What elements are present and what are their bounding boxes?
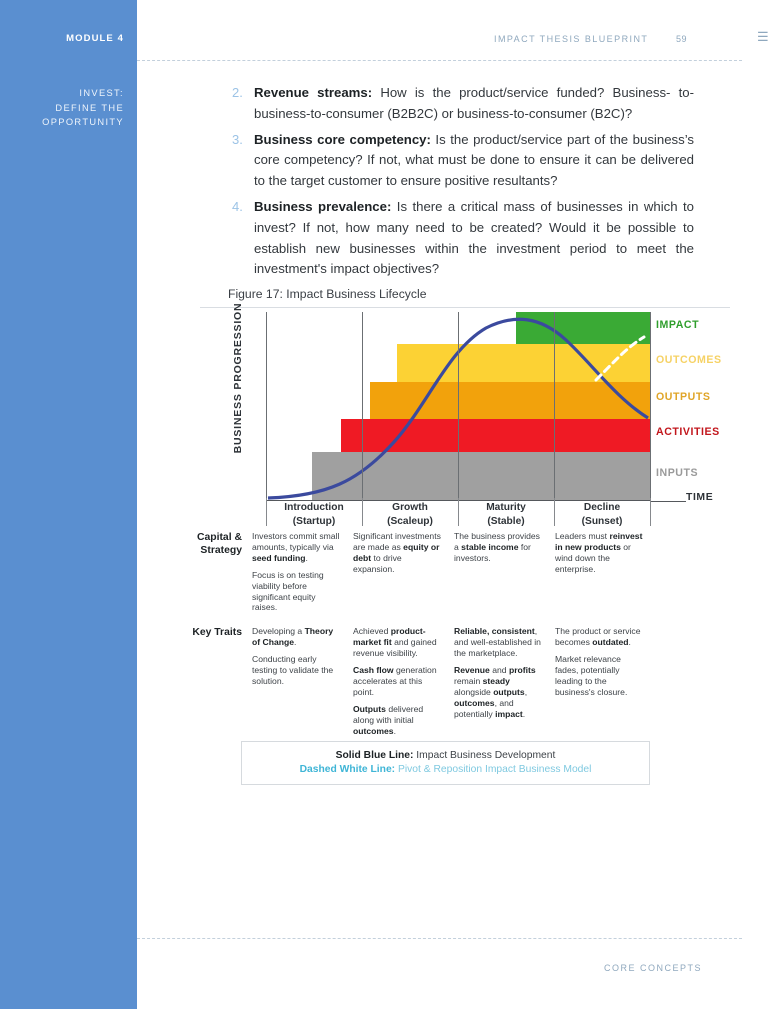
- table-cell-paragraph: [555, 654, 645, 698]
- legend-dashed-key: Dashed White Line:: [299, 763, 396, 775]
- plain-text: .: [522, 708, 526, 719]
- table-cell-paragraph: [252, 570, 342, 614]
- plain-text: generation accelerates at this point.: [353, 665, 437, 697]
- phase-label: [458, 501, 554, 528]
- table-cell: [454, 531, 555, 613]
- list-item: [232, 83, 694, 125]
- table-row: [178, 626, 658, 736]
- plain-text: The business provides a: [454, 531, 540, 552]
- phase-divider-line: [362, 312, 363, 501]
- legend-line-solid: [248, 749, 643, 763]
- list-item-text: Is there a critical mass of businesses in which to invest? If not, how many need to be created? Would it be possible to establish new businesses within the investment period to meet the investment's impact objectives?: [254, 198, 694, 277]
- list-item-number: 4.: [232, 198, 243, 214]
- table-cell-paragraph: [454, 531, 544, 564]
- left-sidebar: [0, 0, 137, 1009]
- phase-labels: [266, 501, 650, 528]
- list-item-lead: Business core competency:: [254, 131, 431, 147]
- list-item-lead: Revenue streams:: [254, 85, 373, 100]
- plain-text: .: [393, 725, 396, 736]
- section-label: [6, 86, 124, 130]
- table-row-label: Capital & Strategy: [196, 532, 242, 556]
- legend-solid-value: Impact Business Development: [413, 750, 556, 761]
- list-item-lead: Business prevalence:: [254, 198, 392, 214]
- emphasis-text: Outputs: [353, 703, 386, 714]
- emphasis-text: outputs: [493, 686, 525, 697]
- emphasis-text: outcomes: [353, 725, 394, 736]
- time-axis-rule: [650, 501, 686, 502]
- table-cell-paragraph: [555, 626, 645, 648]
- plain-text: remain: [454, 675, 483, 686]
- section-label-line-3: OPPORTUNITY: [42, 117, 124, 127]
- phase-label: [362, 501, 458, 528]
- list-item: [232, 130, 694, 192]
- table-cell: [252, 531, 353, 613]
- plain-text: Focus is on testing viability before significant equity raises.: [252, 569, 324, 613]
- phase-tick: [650, 498, 651, 526]
- table-cell-paragraph: [555, 531, 645, 575]
- list-item-text: Is the product/service part of the business’s core competency? If not, what must be done to ensure it can be delivered to the target customer to ensure positive resultants?: [254, 131, 695, 189]
- legend-solid-key: Solid Blue Line:: [335, 750, 414, 761]
- table-cell-paragraph: [454, 665, 544, 720]
- table-cell-paragraph: [252, 531, 342, 564]
- phase-divider-line: [650, 312, 651, 501]
- table-cell: [353, 626, 454, 736]
- chart-band-label-inputs: INPUTS: [656, 467, 699, 480]
- phase-label: [266, 501, 362, 528]
- plain-text: and gained revenue visibility.: [353, 637, 437, 659]
- list-item-text: How is the product/service funded? Business- to-business-to-consumer (B2B2C) or business-to-consumer (B2C)?: [254, 85, 694, 121]
- phase-divider-line: [554, 312, 555, 501]
- plain-text: Investors commit small amounts, typically via: [252, 531, 340, 552]
- list-item-number: 2.: [232, 85, 243, 100]
- x-axis-label: TIME: [686, 492, 714, 503]
- y-axis-label: BUSINESS PROGRESSION: [232, 302, 244, 454]
- plain-text: Significant investments are made as: [353, 531, 441, 552]
- emphasis-text: Cash flow: [353, 665, 394, 676]
- plain-text: or wind down the enterprise.: [555, 541, 631, 574]
- emphasis-text: steady: [482, 675, 510, 686]
- emphasis-text: equity or debt: [353, 541, 440, 563]
- plain-text: , and well-established in the marketplace.: [454, 626, 541, 659]
- lifecycle-table: [178, 531, 658, 750]
- emphasis-text: Theory of Change: [252, 626, 334, 648]
- table-cell-paragraph: [353, 704, 443, 737]
- emphasis-text: stable income: [461, 541, 519, 552]
- table-row-cells: [252, 531, 658, 613]
- chart-band-label-activities: ACTIVITIES: [656, 426, 720, 439]
- legend-dashed-value: Pivot & Reposition Impact Business Model: [395, 763, 592, 775]
- footer-divider: [137, 938, 742, 939]
- emphasis-text: product-market fit: [353, 626, 426, 648]
- section-label-line-2: DEFINE THE: [55, 102, 124, 113]
- page-number: 59: [676, 34, 688, 44]
- table-cell-paragraph: [454, 626, 544, 659]
- table-cell: [252, 626, 353, 736]
- emphasis-text: reinvest in new products: [555, 531, 643, 552]
- plain-text: Market relevance fades, potentially leading to the business's closure.: [555, 654, 628, 697]
- list-item-number: 3.: [232, 131, 243, 147]
- plain-text: Leaders must: [555, 531, 610, 541]
- chart-band-label-impact: IMPACT: [656, 319, 700, 332]
- table-cell-paragraph: [252, 654, 342, 687]
- emphasis-text: profits: [508, 665, 536, 676]
- table-row-cells: [252, 626, 658, 736]
- running-head-title: IMPACT THESIS BLUEPRINT: [494, 34, 649, 44]
- phase-divider-line: [458, 312, 459, 501]
- plain-text: .: [628, 637, 631, 648]
- table-row: [178, 531, 658, 613]
- plain-text: .: [294, 637, 297, 648]
- table-cell: [454, 626, 555, 736]
- phase-label-name: Maturity: [486, 502, 526, 513]
- list-item: [232, 197, 694, 280]
- table-cell-paragraph: [353, 626, 443, 659]
- plain-text: Conducting early testing to validate the solution.: [252, 654, 334, 686]
- phase-label-sub: (Sunset): [581, 515, 623, 527]
- module-label: MODULE 4: [66, 33, 124, 44]
- lifecycle-chart: [200, 302, 730, 530]
- phase-label: [554, 501, 650, 528]
- footer-label: CORE CONCEPTS: [604, 963, 703, 973]
- chart-plot-area: [266, 312, 650, 501]
- phase-label-sub: (Stable): [487, 515, 525, 527]
- phase-label-name: Growth: [392, 502, 428, 513]
- legend-line-dashed: [248, 763, 643, 777]
- phase-label-name: Introduction: [284, 502, 344, 513]
- table-cell-paragraph: [353, 531, 443, 575]
- emphasis-text: seed funding: [252, 552, 306, 563]
- plain-text: for investors.: [454, 541, 531, 563]
- plain-text: to drive expansion.: [353, 552, 402, 574]
- table-row-label: Key Traits: [192, 627, 242, 639]
- dashed-white-curve: [596, 337, 644, 380]
- table-cell-paragraph: [353, 665, 443, 698]
- chart-band-label-outputs: OUTPUTS: [656, 391, 711, 404]
- phase-label-name: Decline: [583, 502, 621, 513]
- numbered-list: [232, 83, 694, 285]
- figure-divider: [200, 307, 730, 308]
- table-cell: [555, 626, 656, 736]
- plain-text: Achieved: [353, 626, 391, 637]
- plain-text: Developing a: [252, 626, 305, 637]
- emphasis-text: Revenue: [454, 665, 490, 676]
- table-cell-paragraph: [252, 626, 342, 648]
- phase-label-sub: (Scaleup): [387, 515, 433, 527]
- plain-text: The product or service becomes: [555, 626, 641, 648]
- chart-legend: [241, 741, 650, 785]
- plain-text: .: [305, 552, 308, 563]
- table-cell: [353, 531, 454, 613]
- figure-caption: Figure 17: Impact Business Lifecycle: [228, 287, 427, 301]
- plain-text: and: [489, 665, 509, 676]
- plain-text: delivered along with initial: [353, 703, 424, 725]
- table-cell: [555, 531, 656, 613]
- emphasis-text: outcomes: [454, 697, 495, 708]
- section-label-line-1: INVEST:: [79, 88, 124, 98]
- emphasis-text: Reliable, consistent: [454, 626, 535, 637]
- emphasis-text: outdated: [592, 637, 629, 648]
- plain-text: ,: [524, 686, 528, 697]
- plain-text: alongside: [454, 686, 494, 697]
- emphasis-text: impact: [495, 708, 523, 719]
- plain-text: , and potentially: [454, 697, 514, 719]
- hamburger-icon[interactable]: ☰: [757, 29, 769, 44]
- phase-label-sub: (Startup): [292, 515, 336, 527]
- chart-band-label-outcomes: OUTCOMES: [656, 354, 722, 367]
- header-divider: [137, 60, 742, 61]
